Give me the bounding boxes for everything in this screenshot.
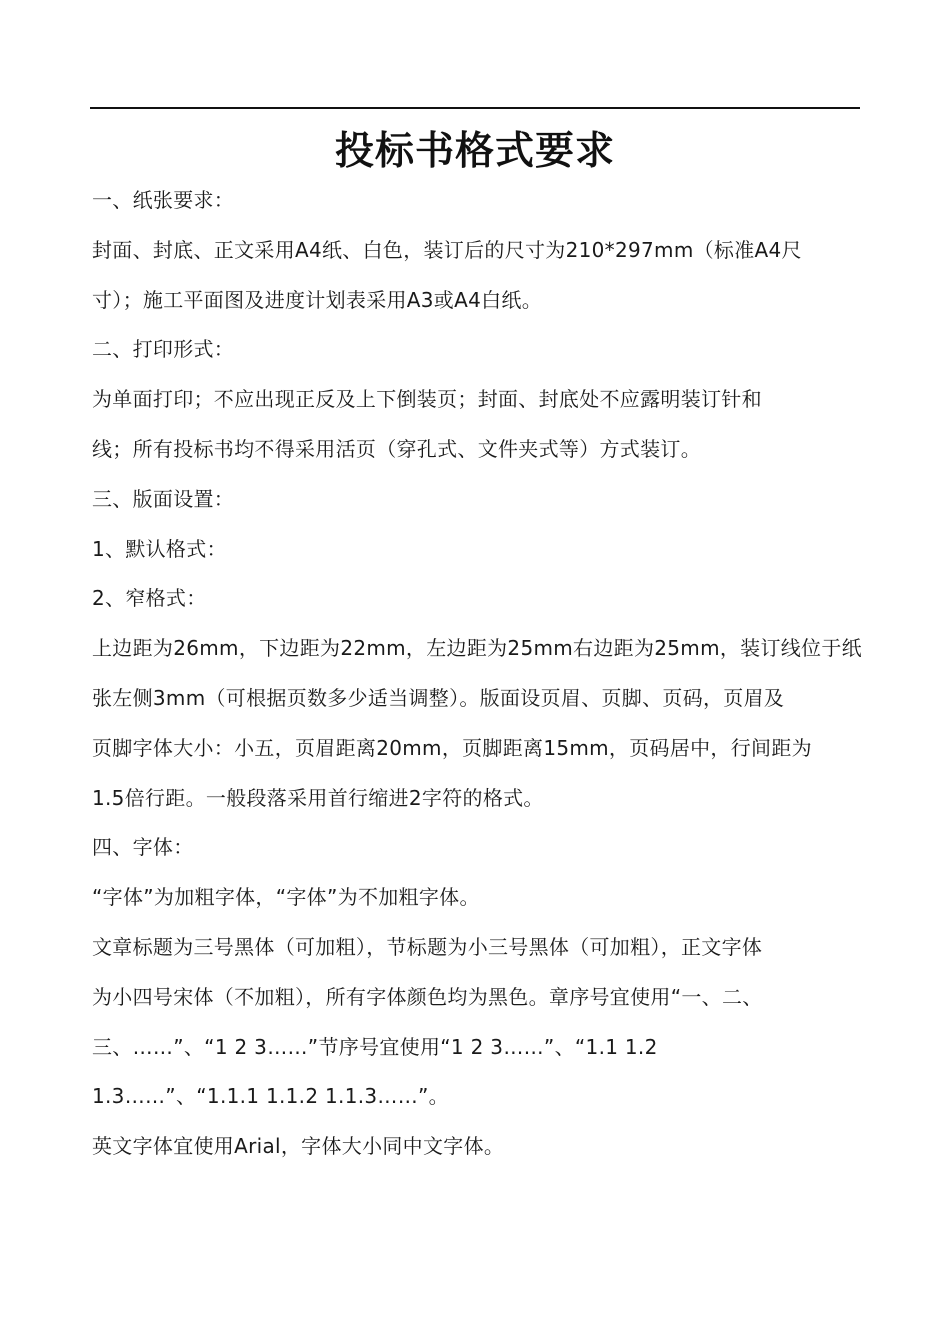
document-title: 投标书格式要求 [334,129,615,174]
section-heading-paper: 一、纸张要求： [92,188,235,212]
paragraph-line: 英文字体宜使用Arial，字体大小同中文字体。 [92,1134,505,1159]
section-heading-printing: 二、打印形式： [92,337,235,362]
subheading-narrow-format: 2、窄格式： [92,586,207,611]
paragraph-line: 为小四号宋体（不加粗），所有字体颜色均为黑色。章序号宜使用“一、二、 [92,984,763,1009]
paragraph-line: 三、……”、“1 2 3……”节序号宜使用“1 2 3……”、“1.1 1.2 [92,1034,658,1059]
paragraph-line: 为单面打印；不应出现正反及上下倒装页；封面、封底处不应露明装订针和 [92,387,762,412]
paragraph-line: 1.5倍行距。一般段落采用首行缩进2字符的格式。 [92,785,544,810]
document-body [92,176,862,1172]
paragraph-line: 页脚字体大小：小五，页眉距离20mm，页脚距离15mm，页码居中，行间距为 [92,735,812,760]
paragraph-line: 封面、封底、正文采用A4纸、白色，装订后的尺寸为210*297mm（标准A4尺 [92,237,802,262]
section-heading-fonts: 四、字体： [92,835,194,860]
paragraph-line: 上边距为26mm，下边距为22mm，左边距为25mm右边距为25mm，装订线位于纸 [92,636,862,661]
paragraph-line: 1.3……”、“1.1.1 1.1.2 1.1.3……”。 [92,1084,449,1109]
paragraph-line: 文章标题为三号黑体（可加粗），节标题为小三号黑体（可加粗），正文字体 [92,934,763,959]
subheading-default-format: 1、默认格式： [92,536,227,561]
top-rule-divider [90,107,860,109]
paragraph-line: 张左侧3mm（可根据页数多少适当调整）。版面设页眉、页脚、页码，页眉及 [92,685,785,710]
paragraph-line: “字体”为加粗字体，“字体”为不加粗字体。 [92,885,480,910]
paragraph-line: 线；所有投标书均不得采用活页（穿孔式、文件夹式等）方式装订。 [92,436,701,461]
section-heading-layout: 三、版面设置： [92,486,235,511]
paragraph-line: 寸）；施工平面图及进度计划表采用A3或A4白纸。 [92,287,543,312]
